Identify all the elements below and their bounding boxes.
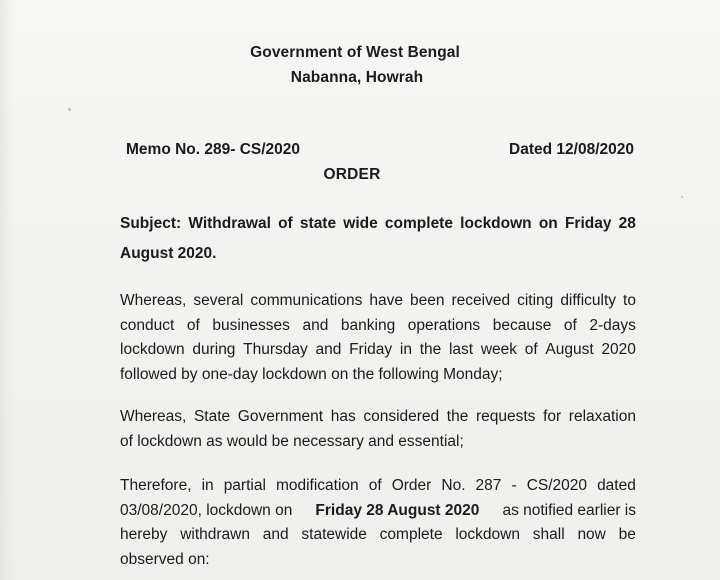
paragraph-3-word: be — [618, 526, 636, 543]
paragraph-1-word: because — [492, 316, 552, 334]
paragraph-1-line-2 — [120, 314, 636, 339]
subject-word: lockdown — [460, 215, 532, 232]
paragraph-1-line-1 — [120, 289, 636, 314]
subject-line-1 — [120, 211, 636, 237]
subject-word: 28 — [618, 215, 636, 232]
paragraph-3-word: - — [511, 477, 517, 494]
subject-word: Subject: — [120, 215, 182, 232]
paragraph-1-word: last — [448, 341, 474, 358]
paragraph-3-word: No. — [441, 477, 466, 494]
paragraph-1-word: Friday — [349, 341, 393, 358]
paragraph-1-word: and — [315, 341, 342, 358]
paragraph-3-word: Order — [391, 477, 432, 494]
paragraph-1-word: received — [451, 292, 511, 309]
paragraph-1-word: 2020 — [601, 341, 636, 358]
paragraph-2-line-2 — [120, 430, 636, 455]
paragraph-3-word: statewide — [301, 526, 367, 543]
paragraph-1-line-3 — [120, 338, 636, 363]
paragraph-3-word: Therefore, — [120, 477, 192, 494]
paragraph-2-word: State — [193, 408, 231, 425]
paragraph-1-word: lockdown — [120, 341, 185, 358]
paragraph-2-word: requests — [475, 408, 536, 425]
paragraph-2-word: relaxation — [568, 408, 636, 425]
paragraph-3-line-1 — [120, 474, 636, 499]
paragraph-2-word: for — [543, 408, 562, 425]
paragraph-3-line-4: observed on: — [120, 550, 210, 568]
paragraph-1-word: August — [545, 341, 594, 358]
memo-row — [126, 141, 634, 159]
scan-speck — [68, 108, 71, 111]
paragraph-1-word: followed by one-day lockdown on the following Monday; — [120, 365, 503, 383]
paragraph-1-word: communications — [250, 292, 363, 309]
paragraph-3-word: now — [577, 526, 606, 543]
header-location: Nabanna, Howrah — [290, 69, 424, 86]
paragraph-3 — [120, 474, 636, 572]
paragraph-2-word: Whereas, — [120, 408, 187, 425]
paragraph-1-word: several — [193, 292, 244, 309]
paragraph-1-word: difficulty — [560, 292, 617, 309]
paragraph-3-bold-date: Friday 28 August 2020 — [315, 501, 480, 519]
paragraph-3-word: shall — [532, 526, 565, 543]
subject-word: state — [299, 215, 337, 232]
paragraph-1-word: been — [410, 292, 445, 309]
subject-word: wide — [343, 215, 378, 232]
paragraph-3-word: of — [368, 477, 382, 494]
paragraph-1-word: and — [302, 316, 329, 334]
paragraph-1-word: of — [563, 316, 577, 334]
paragraph-3-word: and — [262, 526, 289, 543]
scan-speck — [681, 196, 683, 198]
paragraph-1-word: week — [480, 341, 517, 358]
paragraph-1-word: citing — [517, 292, 554, 309]
paragraph-1-word: banking — [340, 316, 396, 334]
paragraph-3-text-b: as notified earlier is — [502, 501, 636, 519]
paragraph-2-word: of lockdown as would be necessary and essential; — [120, 432, 464, 450]
header-government: Government of West Bengal — [250, 44, 460, 61]
paragraph-3-word: 287 — [475, 477, 502, 494]
paragraph-1-word: 2-days — [589, 316, 636, 334]
subject-block — [120, 211, 636, 267]
subject-word: Friday — [564, 215, 612, 232]
subject-word: of — [278, 215, 293, 232]
paragraph-1-word: Thursday — [243, 341, 308, 358]
memo-date: Dated 12/08/2020 — [509, 141, 634, 158]
paragraph-3-word: modification — [275, 477, 359, 494]
paragraph-3-line-3 — [120, 523, 636, 548]
paragraph-1-word: Whereas, — [120, 292, 187, 309]
paragraph-1-word: conduct — [120, 316, 175, 334]
subject-word: on — [538, 215, 558, 232]
paragraph-3-text-a: 03/08/2020, lockdown on — [120, 501, 293, 519]
paragraph-3-word: in — [201, 477, 214, 494]
paragraph-2 — [120, 405, 636, 454]
paragraph-3-word: dated — [597, 477, 636, 494]
paragraph-1-word: businesses — [212, 316, 290, 334]
paragraph-3-word: lockdown — [455, 526, 520, 543]
paragraph-1 — [120, 289, 636, 387]
paragraph-1-word: of — [186, 316, 200, 334]
paragraph-3-word: partial — [223, 477, 266, 494]
paragraph-2-word: the — [446, 408, 469, 425]
paragraph-1-word: have — [369, 292, 403, 309]
paragraph-2-word: has — [330, 408, 356, 425]
paragraph-1-line-4 — [120, 363, 636, 388]
paragraph-1-word: to — [623, 292, 636, 309]
paragraph-1-word: in — [399, 341, 412, 358]
paragraph-2-word: considered — [363, 408, 440, 425]
paragraph-1-word: operations — [407, 316, 481, 334]
paragraph-1-word: of — [524, 341, 538, 358]
subject-word: complete — [384, 215, 453, 232]
paragraph-3-word: hereby — [120, 526, 168, 543]
paragraph-2-line-1 — [120, 405, 636, 430]
paragraph-3-word: complete — [379, 526, 443, 543]
paragraph-1-word: the — [419, 341, 442, 358]
paragraph-3-line-2 — [120, 499, 636, 524]
paragraph-3-word: withdrawn — [180, 526, 250, 543]
order-title: ORDER — [323, 166, 381, 183]
page-fold-shadow — [0, 0, 14, 580]
subject-word: Withdrawal — [188, 215, 271, 232]
paragraph-2-word: Government — [237, 408, 324, 425]
paragraph-3-word: CS/2020 — [526, 477, 588, 494]
paragraph-1-word: during — [192, 341, 236, 358]
memo-number: Memo No. 289- CS/2020 — [126, 141, 301, 158]
subject-line-2: August 2020. — [120, 245, 217, 262]
